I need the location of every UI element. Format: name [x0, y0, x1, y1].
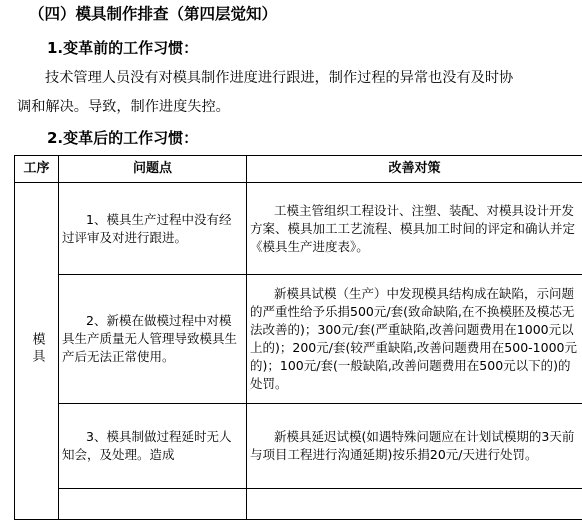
- section-heading: （四）模具制作排查（第四层觉知）: [29, 3, 277, 25]
- table-row: [15, 275, 582, 404]
- before-text-line-2: 调和解决。导致，制作进度失控。: [17, 96, 579, 118]
- header-issue: 问题点: [59, 156, 247, 183]
- table-row: [15, 183, 582, 275]
- before-title: 1.变革前的工作习惯：: [47, 37, 198, 59]
- measure-cell: [247, 404, 582, 489]
- issue-text: 3、模具制做过程延时无人知会，及处理。造成: [62, 428, 243, 464]
- measure-cell: [247, 489, 582, 520]
- measure-cell: [247, 275, 582, 404]
- process-name: 模具: [28, 332, 46, 366]
- issue-text: 2、新模在做模过程中对模具生产质量无人管理导致模具生产后无法正常使用。: [62, 312, 243, 366]
- issue-text: 1、模具生产过程中没有经过评审及对进行跟进。: [62, 211, 243, 247]
- header-process: 工序: [15, 156, 59, 183]
- measure-text: 工模主管组织工程设计、注塑、装配、对模具设计开发方案、模具加工工艺流程、模具加工时间的评定和确认并定《模具生产进度表》。: [250, 202, 579, 256]
- header-measure: 改善对策: [247, 156, 582, 183]
- improvement-table: [14, 155, 582, 520]
- measure-cell: [247, 183, 582, 275]
- measure-text: 新模具延迟试模(如遇特殊问题应在计划试模期的3天前与项目工程进行沟通延期)按乐捐20元/天进行处罚。: [250, 428, 579, 464]
- process-cell: [15, 183, 59, 520]
- table-header-row: [15, 156, 582, 183]
- before-text-line-1: 技术管理人员没有对模具制作进度进行跟进，制作过程的异常也没有及时协: [17, 67, 579, 89]
- issue-cell: [59, 404, 247, 489]
- issue-cell: [59, 275, 247, 404]
- table-row: [15, 404, 582, 489]
- measure-text: 新模具试模（生产）中发现模具结构成在缺陷，示问题的严重性给予乐捐500元/套(致命缺陷,在不换模胚及模芯无法改善的)；300元/套(严重缺陷,改善问题费用在1000元以上的)；200元/套(较严重缺陷,改善问题费用在500-1000元的)；100元/套(一般缺陷,改善问题费用在500元以下的)的处罚。: [250, 285, 579, 393]
- after-title: 2.变革后的工作习惯：: [47, 127, 198, 149]
- issue-cell: [59, 489, 247, 520]
- issue-cell: [59, 183, 247, 275]
- table-row: [15, 489, 582, 520]
